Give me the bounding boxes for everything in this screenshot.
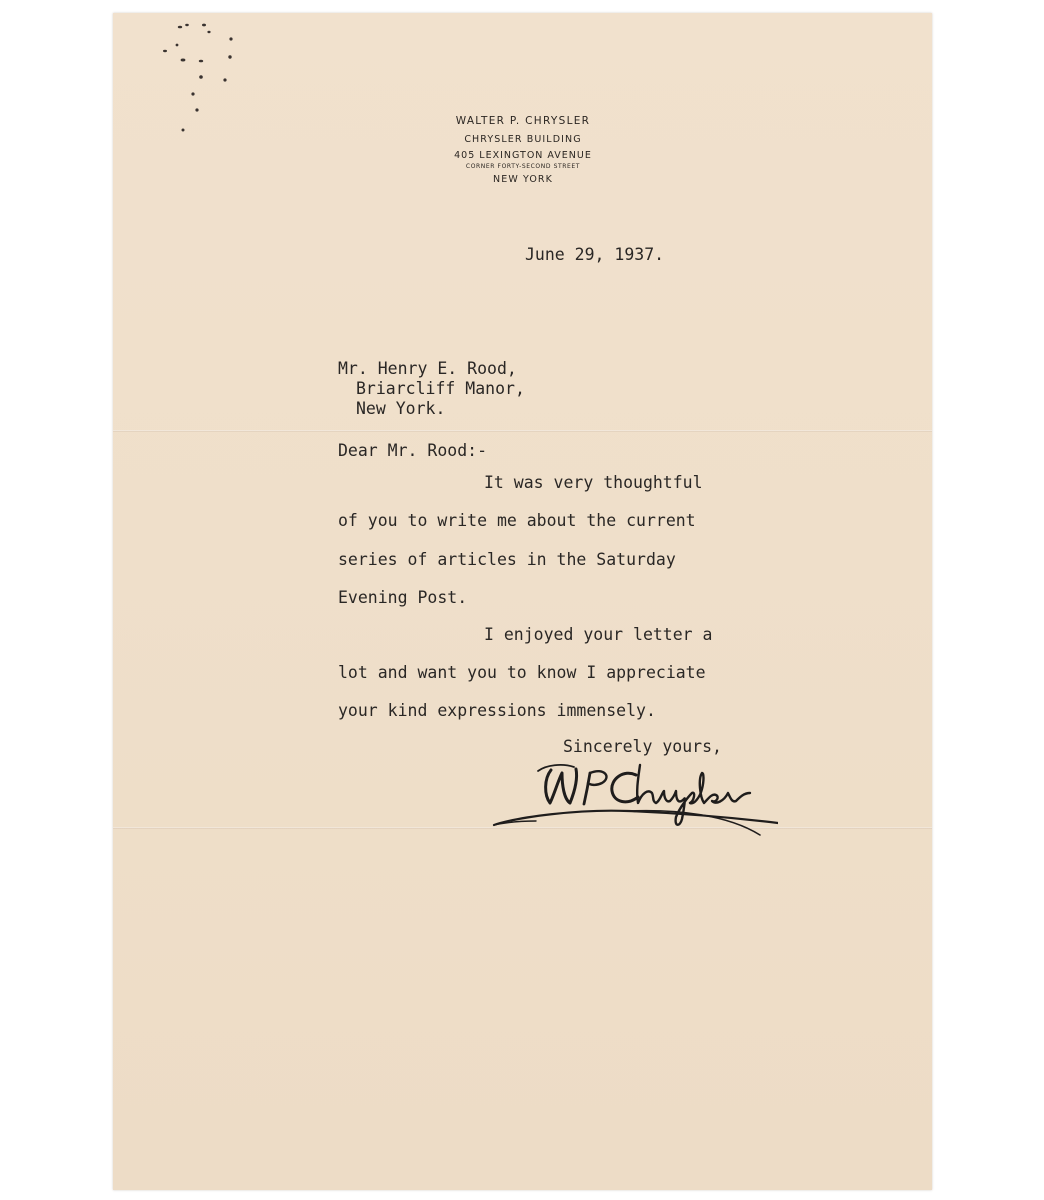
recipient-line-1: Mr. Henry E. Rood, [338,359,517,378]
letterhead-name: WALTER P. CHRYSLER [455,115,591,127]
body-line: It was very thoughtful [484,473,703,492]
recipient-line-3: New York. [356,399,446,418]
body-line: series of articles in the Saturday [338,550,676,569]
body-line: Evening Post. [338,588,468,607]
recipient-line-2: Briarcliff Manor, [356,379,525,398]
body-line: of you to write me about the current [338,511,696,530]
body-line: your kind expressions immensely. [338,701,656,720]
letterhead-building: CHRYSLER BUILDING [464,134,582,145]
handwritten-signature [478,751,778,851]
letterhead-address: 405 LEXINGTON AVENUE [454,150,592,161]
ink-specks [113,13,253,153]
letter-date: June 29, 1937. [525,245,665,264]
letterhead-corner: CORNER FORTY-SECOND STREET [465,163,581,170]
closing: Sincerely yours, [563,737,722,756]
body-line: I enjoyed your letter a [484,625,713,644]
salutation: Dear Mr. Rood:- [338,441,488,460]
letter-sheet [113,13,932,1190]
body-line: lot and want you to know I appreciate [338,663,706,682]
fold-crease-upper [113,430,932,432]
letterhead-city: NEW YORK [493,174,553,185]
